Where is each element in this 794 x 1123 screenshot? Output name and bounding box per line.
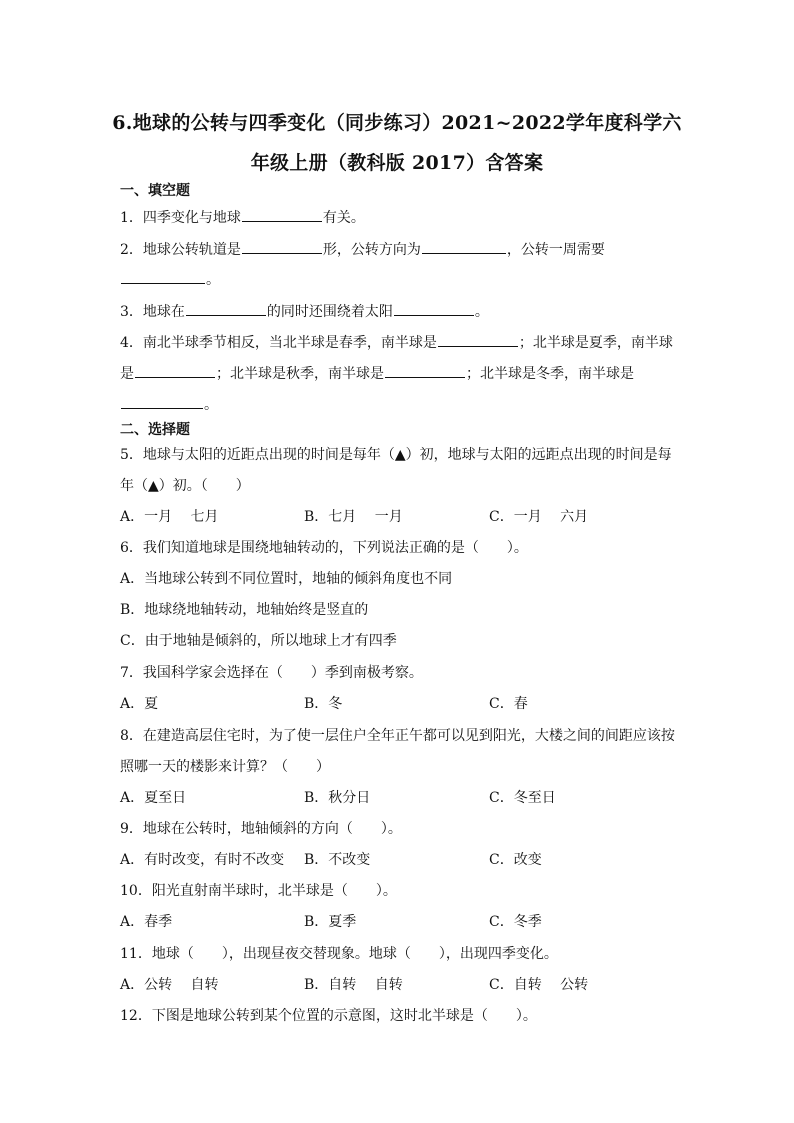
question-text: ，公转一周需要 xyxy=(506,242,605,258)
option-b[interactable]: B．不改变 xyxy=(304,852,371,868)
question-2 xyxy=(120,238,605,260)
question-5-line-2: 年（▲）初。（ ） xyxy=(120,478,250,494)
answer-blank[interactable] xyxy=(135,362,215,378)
question-text: 。 xyxy=(206,272,220,288)
question-5-line-1: 5．地球与太阳的近距点出现的时间是每年（▲）初，地球与太阳的远距点出现的时间是每 xyxy=(120,447,672,463)
question-text: 3．地球在 xyxy=(120,304,185,320)
answer-blank[interactable] xyxy=(121,393,203,409)
option-b[interactable]: B．地球绕地轴转动，地轴始终是竖直的 xyxy=(120,602,369,618)
option-a[interactable]: A．当地球公转到不同位置时，地轴的倾斜角度也不同 xyxy=(120,571,453,587)
option-a[interactable]: A．有时改变，有时不改变 xyxy=(120,852,285,868)
question-text: 1．四季变化与地球 xyxy=(120,210,241,226)
option-b[interactable]: B．夏季 xyxy=(304,914,357,930)
question-text: 形，公转方向为 xyxy=(322,242,421,258)
option-b[interactable]: B．七月 一月 xyxy=(304,509,403,525)
question-4-cont xyxy=(120,362,634,384)
question-2-cont xyxy=(120,268,220,290)
question-3 xyxy=(120,300,489,322)
question-9: 9．地球在公转时，地轴倾斜的方向（ ）。 xyxy=(120,821,402,837)
question-1 xyxy=(120,206,365,228)
option-c[interactable]: C．冬季 xyxy=(489,914,542,930)
question-7: 7．我国科学家会选择在（ ）季到南极考察。 xyxy=(120,665,423,681)
question-text: ；北半球是冬季，南半球是 xyxy=(466,366,634,382)
section-heading-fill-blank: 一、填空题 xyxy=(120,183,190,199)
question-text: 是 xyxy=(120,366,134,382)
option-c[interactable]: C．自转 公转 xyxy=(489,977,589,993)
section-heading-multiple-choice: 二、选择题 xyxy=(120,422,190,438)
question-text: 。 xyxy=(474,304,489,320)
answer-blank[interactable] xyxy=(422,238,506,254)
question-text: ；北半球是秋季，南半球是 xyxy=(216,366,384,382)
option-b[interactable]: B．冬 xyxy=(304,696,343,712)
question-text: 4．南北半球季节相反，当北半球是春季，南半球是 xyxy=(120,335,437,351)
option-c[interactable]: C．由于地轴是倾斜的，所以地球上才有四季 xyxy=(120,633,397,649)
option-b[interactable]: B．自转 自转 xyxy=(304,977,403,993)
question-text: 的同时还围绕着太阳 xyxy=(266,304,393,320)
option-a[interactable]: A．一月 七月 xyxy=(120,509,219,525)
option-c[interactable]: C．一月 六月 xyxy=(489,509,589,525)
question-text: 有关。 xyxy=(322,210,365,226)
option-a[interactable]: A．夏 xyxy=(120,696,159,712)
option-a[interactable]: A．夏至日 xyxy=(120,790,187,806)
question-4-cont-2 xyxy=(120,393,218,415)
question-text: 2．地球公转轨道是 xyxy=(120,242,241,258)
question-8-line-2: 照哪一天的楼影来计算？（ ） xyxy=(120,759,330,775)
answer-blank[interactable] xyxy=(121,268,205,284)
answer-blank[interactable] xyxy=(242,238,322,254)
answer-blank[interactable] xyxy=(242,206,322,222)
option-b[interactable]: B．秋分日 xyxy=(304,790,371,806)
question-8-line-1: 8．在建造高层住宅时，为了使一层住户全年正午都可以见到阳光，大楼之间的间距应该按 xyxy=(120,728,675,744)
document-title-line-1: 6.地球的公转与四季变化（同步练习）2021~2022学年度科学六 xyxy=(112,112,682,134)
option-c[interactable]: C．春 xyxy=(489,696,528,712)
answer-blank[interactable] xyxy=(438,331,518,347)
question-text: ；北半球是夏季，南半球 xyxy=(518,335,673,351)
question-11: 11．地球（ ），出现昼夜交替现象。地球（ ），出现四季变化。 xyxy=(120,946,558,962)
question-6: 6．我们知道地球是围绕地轴转动的，下列说法正确的是（ ）。 xyxy=(120,540,528,556)
option-a[interactable]: A．公转 自转 xyxy=(120,977,219,993)
document-title-line-2: 年级上册（教科版 2017）含答案 xyxy=(250,152,544,174)
question-10: 10．阳光直射南半球时，北半球是（ ）。 xyxy=(120,883,397,899)
answer-blank[interactable] xyxy=(385,362,465,378)
answer-blank[interactable] xyxy=(186,300,266,316)
question-4 xyxy=(120,331,673,353)
question-12: 12．下图是地球公转到某个位置的示意图，这时北半球是（ ）。 xyxy=(120,1008,537,1024)
question-text: 。 xyxy=(204,397,218,413)
option-c[interactable]: C．冬至日 xyxy=(489,790,556,806)
option-a[interactable]: A．春季 xyxy=(120,914,173,930)
answer-blank[interactable] xyxy=(394,300,474,316)
option-c[interactable]: C．改变 xyxy=(489,852,542,868)
